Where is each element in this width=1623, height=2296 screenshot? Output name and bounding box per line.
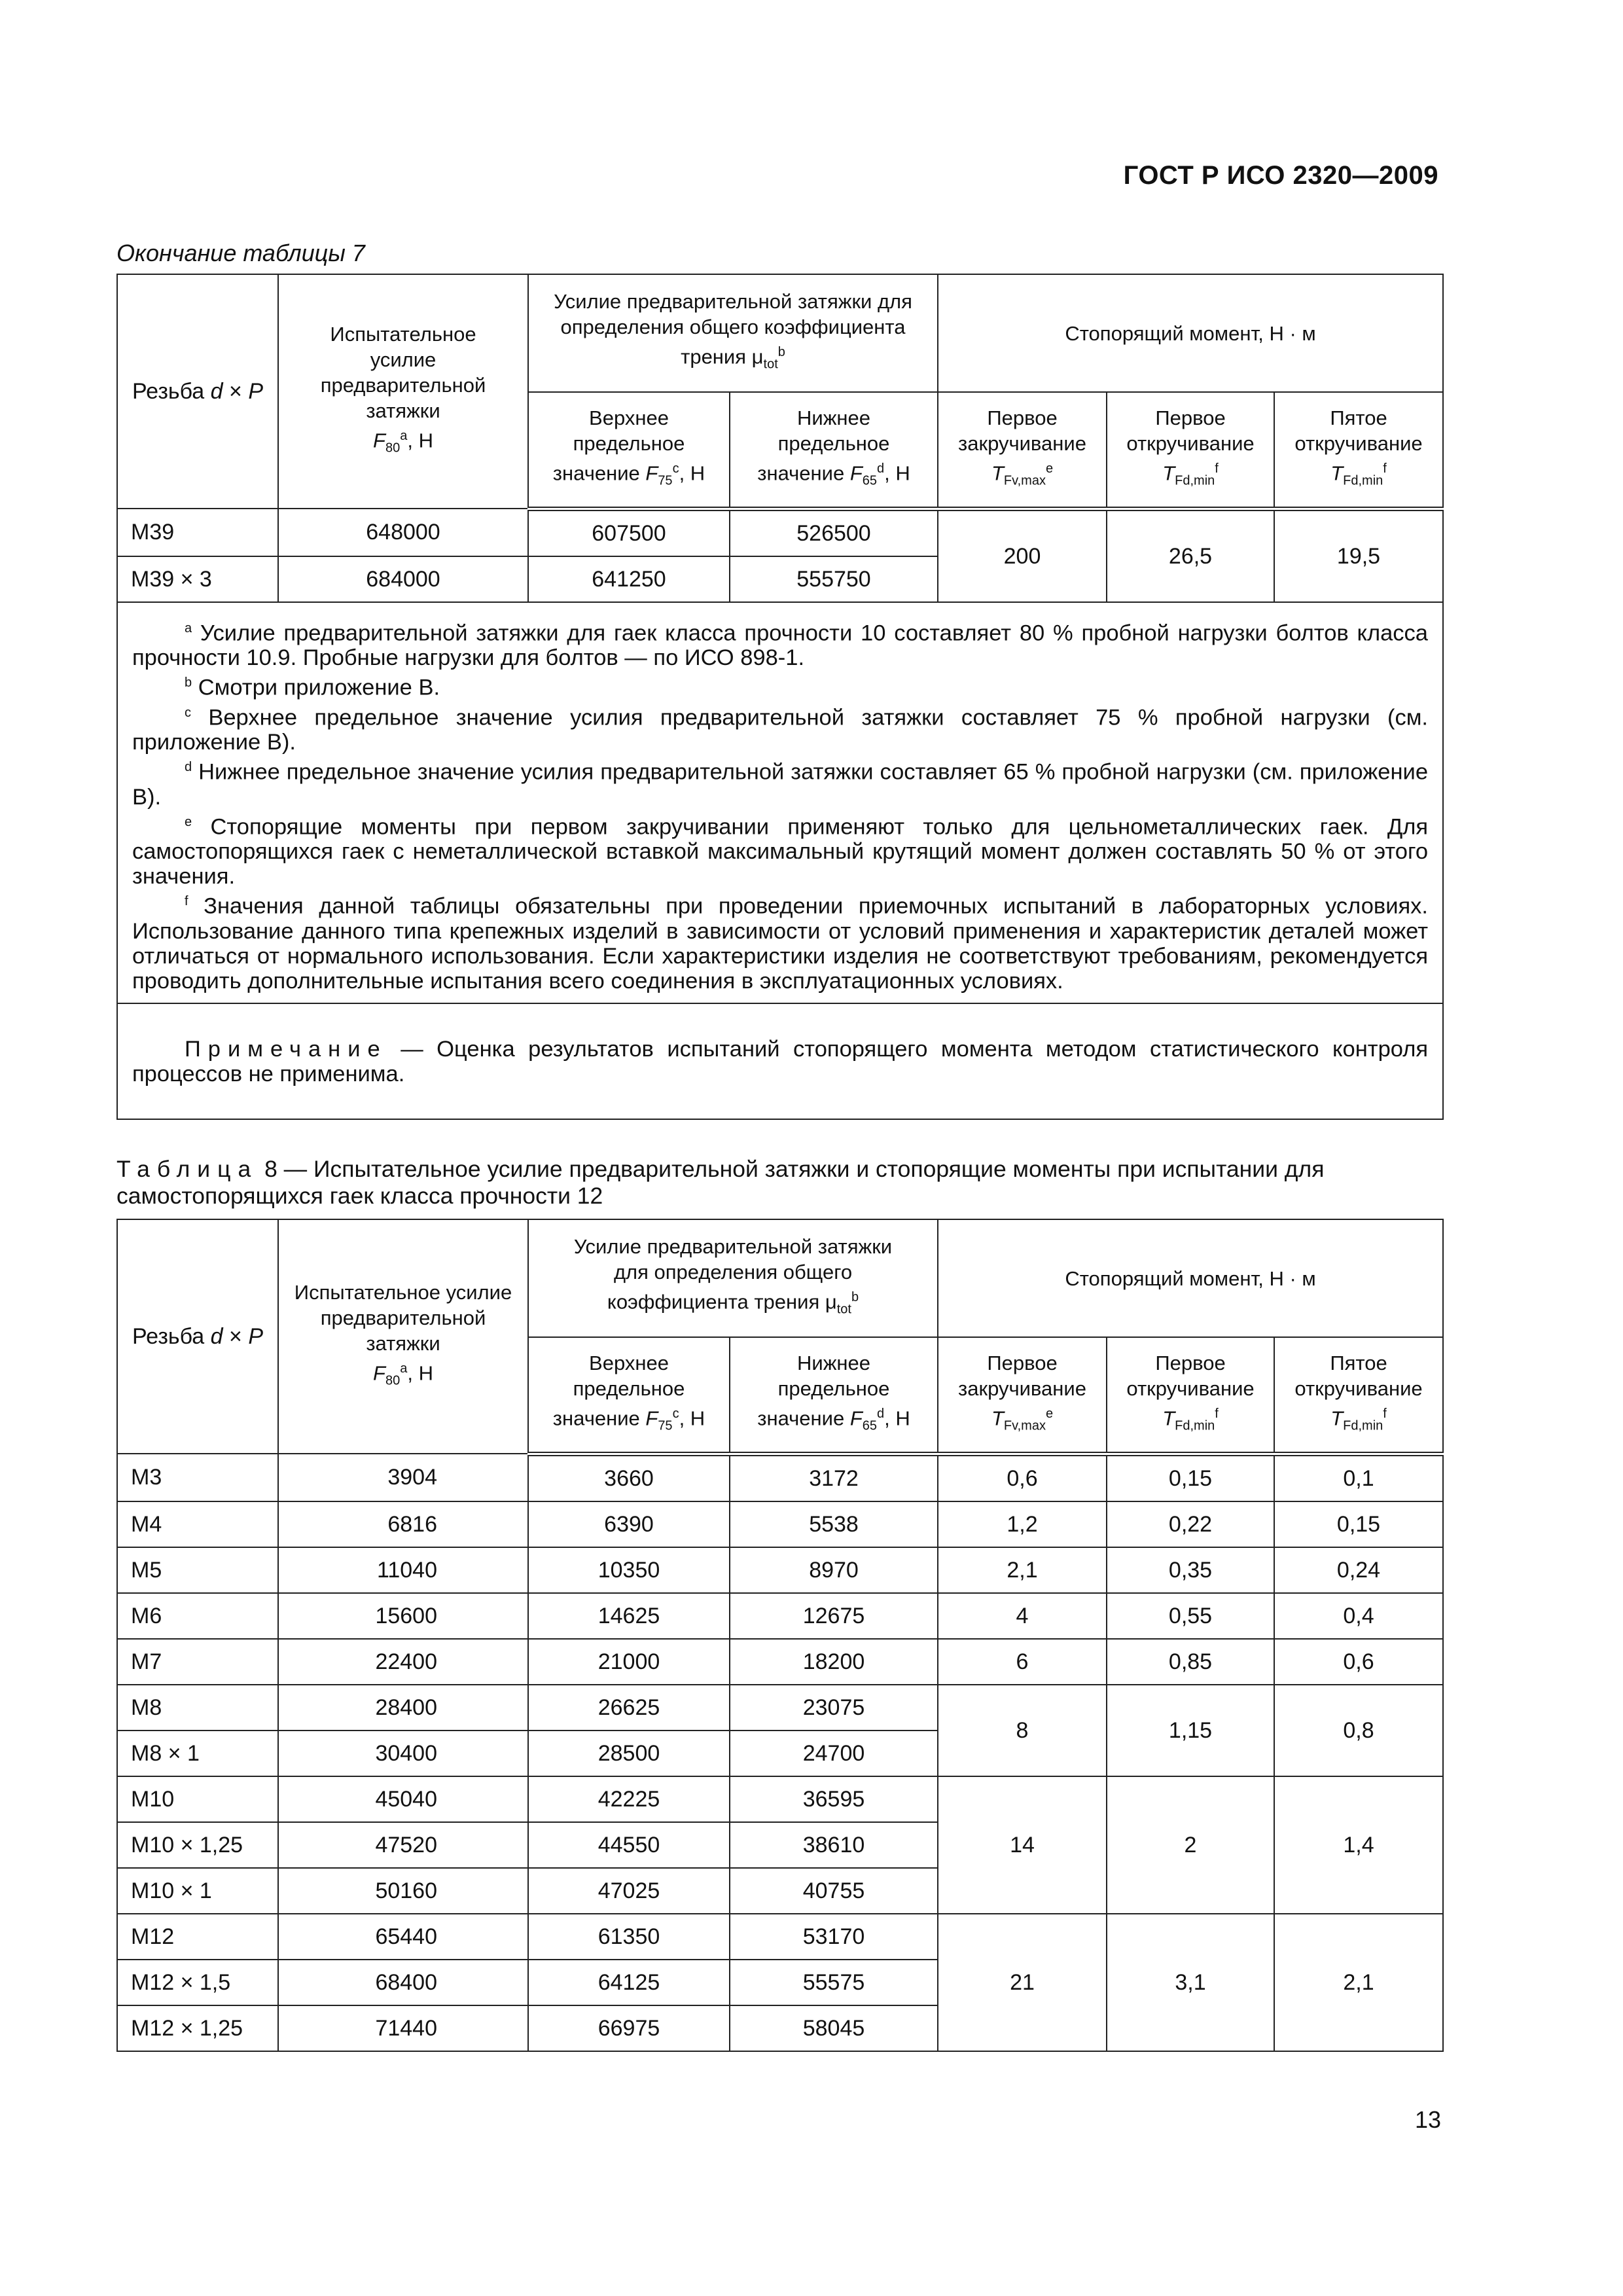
cell-first-off: 0,85 (1107, 1639, 1274, 1685)
cell-first-off: 2 (1107, 1776, 1274, 1914)
cell-proof: 22400 (278, 1639, 528, 1685)
header-first-on: Первое закручивание $T_{Fv,max}^e$ (938, 1337, 1107, 1454)
header-proof-load: Испытательное усилие предварительной затяжки $F_{80}^a$, Н (278, 274, 528, 509)
table-row (117, 1639, 1443, 1685)
header-thread: Резьба d × P (117, 274, 278, 509)
cell-thread: M6 (117, 1593, 278, 1639)
cell-upper: 42225 (528, 1776, 730, 1822)
cell-fifth-off: 0,4 (1274, 1593, 1443, 1639)
header-upper: Верхнее предельное значение $F_{75}^c$, Н (528, 392, 730, 509)
cell-fifth-off: 0,8 (1274, 1685, 1443, 1776)
cell-fifth-off: 2,1 (1274, 1914, 1443, 2051)
header-first-off: Первое откручивание $T_{Fd,min}^f$ (1107, 392, 1274, 509)
cell-lower: 8970 (730, 1547, 938, 1593)
cell-lower: 53170 (730, 1914, 938, 1960)
cell-thread: M12 × 1,5 (117, 1960, 278, 2005)
cell-upper: 61350 (528, 1914, 730, 1960)
cell-upper: 3660 (528, 1454, 730, 1501)
footnote-f: $^f$ Значения данной таблицы обязательны при проведении приемочных испытаний в лабораторных условиях. Использование данного типа крепежных изделий в зависимости от условий применения и характеристик деталей может отличаться от нормального использования. Если характеристики изделия не соответствуют требованиям, рекомендуется проводить дополнительные испытания всего соединения в эксплуатационных условиях. (132, 893, 1429, 994)
cell-upper: 6390 (528, 1501, 730, 1547)
cell-thread: M8 (117, 1685, 278, 1731)
header-preload-group: Усилие предварительной затяжки для определения общего коэффициента трения $\mu_{tot}^b$ (528, 1219, 938, 1337)
cell-proof: 30400 (278, 1731, 528, 1776)
header-lower: Нижнее предельное значение $F_{65}^d$, Н (730, 1337, 938, 1454)
table-row (117, 1547, 1443, 1593)
cell-lower: 58045 (730, 2005, 938, 2051)
cell-first-on: 1,2 (938, 1501, 1107, 1547)
cell-first-on: 4 (938, 1593, 1107, 1639)
cell-thread: M12 × 1,25 (117, 2005, 278, 2051)
cell-first-on: 0,6 (938, 1454, 1107, 1501)
cell-first-off: 1,15 (1107, 1685, 1274, 1776)
header-first-on: Первое закручивание $T_{Fv,max}^e$ (938, 392, 1107, 509)
cell-first-on: 2,1 (938, 1547, 1107, 1593)
cell-first-on: 8 (938, 1685, 1107, 1776)
cell-first-off: 0,35 (1107, 1547, 1274, 1593)
cell-first-on: 14 (938, 1776, 1107, 1914)
note-label: Примечание (185, 1037, 387, 1062)
cell-upper: 641250 (528, 556, 730, 602)
footnote-d: $^d$ Нижнее предельное значение усилия предварительной затяжки составляет 65 % пробной нагрузки (см. приложение В). (132, 759, 1429, 810)
footnotes (117, 602, 1443, 1003)
note-text: — Оценка результатов испытаний стопорящего момента методом статистического контроля процессов не применима. (132, 1037, 1429, 1086)
cell-thread: M10 × 1 (117, 1868, 278, 1914)
cell-lower: 36595 (730, 1776, 938, 1822)
cell-fifth-off: 1,4 (1274, 1776, 1443, 1914)
cell-proof: 3904 (278, 1454, 528, 1501)
cell-thread: M39 × 3 (117, 556, 278, 602)
cell-fifth-off: 0,15 (1274, 1501, 1443, 1547)
cell-lower: 12675 (730, 1593, 938, 1639)
cell-upper: 14625 (528, 1593, 730, 1639)
cell-proof: 11040 (278, 1547, 528, 1593)
footnote-e: $^e$ Стопорящие моменты при первом закручивании применяют только для цельнометаллических гаек. Для самостопорящихся гаек с неметаллической вставкой максимальный крутящий момент должен составлять 50 % от этого значения. (132, 814, 1429, 889)
cell-fifth-off: 0,1 (1274, 1454, 1443, 1501)
cell-lower: 23075 (730, 1685, 938, 1731)
table-row (117, 509, 1443, 556)
cell-lower: 38610 (730, 1822, 938, 1868)
table-8 (116, 1219, 1444, 2052)
cell-upper: 44550 (528, 1822, 730, 1868)
cell-proof: 71440 (278, 2005, 528, 2051)
cell-upper: 66975 (528, 2005, 730, 2051)
footnote-a: $^a$ Усилие предварительной затяжки для гаек класса прочности 10 составляет 80 % пробной нагрузки болтов класса прочности 10.9. Пробные нагрузки для болтов — по ИСО 898-1. (132, 620, 1428, 670)
cell-thread: M10 × 1,25 (117, 1822, 278, 1868)
cell-first-on: 6 (938, 1639, 1107, 1685)
cell-upper: 607500 (528, 509, 730, 556)
table-7 (116, 274, 1444, 1120)
table-row (117, 1776, 1443, 1822)
cell-lower: 526500 (730, 509, 938, 556)
cell-proof: 45040 (278, 1776, 528, 1822)
cell-proof: 50160 (278, 1868, 528, 1914)
cell-first-off: 26,5 (1107, 509, 1274, 602)
cell-first-on: 200 (938, 509, 1107, 602)
cell-thread: M39 (117, 509, 278, 556)
cell-fifth-off: 19,5 (1274, 509, 1443, 602)
cell-lower: 40755 (730, 1868, 938, 1914)
cell-lower: 24700 (730, 1731, 938, 1776)
cell-thread: M7 (117, 1639, 278, 1685)
footnote-b: $^b$ Смотри приложение В. (185, 675, 440, 700)
page-number: 13 (1414, 2106, 1441, 2133)
cell-lower: 3172 (730, 1454, 938, 1501)
cell-thread: M8 × 1 (117, 1731, 278, 1776)
cell-upper: 10350 (528, 1547, 730, 1593)
header-first-off: Первое откручивание $T_{Fd,min}^f$ (1107, 1337, 1274, 1454)
cell-first-on: 21 (938, 1914, 1107, 2051)
header-upper: Верхнее предельное значение $F_{75}^c$, Н (528, 1337, 730, 1454)
cell-proof: 15600 (278, 1593, 528, 1639)
table-row (117, 1593, 1443, 1639)
cell-proof: 47520 (278, 1822, 528, 1868)
cell-first-off: 0,55 (1107, 1593, 1274, 1639)
header-preload-group: Усилие предварительной затяжки для определения общего коэффициента трения $\mu_{tot}^b$ (528, 274, 938, 392)
cell-fifth-off: 0,6 (1274, 1639, 1443, 1685)
cell-lower: 555750 (730, 556, 938, 602)
cell-proof: 6816 (278, 1501, 528, 1547)
header-torque-group: Стопорящий момент, Н · м (938, 1219, 1443, 1337)
table-row (117, 1501, 1443, 1547)
cell-first-off: 0,15 (1107, 1454, 1274, 1501)
standard-designation: ГОСТ Р ИСО 2320—2009 (1123, 161, 1438, 190)
cell-upper: 28500 (528, 1731, 730, 1776)
header-lower: Нижнее предельное значение $F_{65}^d$, Н (730, 392, 938, 509)
header-thread: Резьба d × P (117, 1219, 278, 1454)
cell-first-off: 0,22 (1107, 1501, 1274, 1547)
table-row (117, 1914, 1443, 1960)
table-8-caption: Таблица 8 — Испытательное усилие предварительной затяжки и стопорящие моменты при испытании для самостопорящихся гаек класса прочности 12 (116, 1156, 1325, 1209)
header-proof-load: Испытательное усилие предварительной затяжки $F_{80}^a$, Н (278, 1219, 528, 1454)
table-continuation-label: Окончание таблицы 7 (116, 240, 365, 266)
cell-upper: 26625 (528, 1685, 730, 1731)
cell-upper: 21000 (528, 1639, 730, 1685)
table-row (117, 1685, 1443, 1731)
cell-thread: M5 (117, 1547, 278, 1593)
cell-thread: M3 (117, 1454, 278, 1501)
footnote-c: $^c$ Верхнее предельное значение усилия предварительной затяжки составляет 75 % пробной нагрузки (см. приложение В). (132, 705, 1429, 755)
cell-thread: M10 (117, 1776, 278, 1822)
cell-fifth-off: 0,24 (1274, 1547, 1443, 1593)
cell-upper: 47025 (528, 1868, 730, 1914)
cell-lower: 55575 (730, 1960, 938, 2005)
cell-proof: 648000 (278, 509, 528, 556)
cell-lower: 5538 (730, 1501, 938, 1547)
cell-proof: 28400 (278, 1685, 528, 1731)
cell-thread: M4 (117, 1501, 278, 1547)
cell-proof: 684000 (278, 556, 528, 602)
cell-lower: 18200 (730, 1639, 938, 1685)
cell-thread: M12 (117, 1914, 278, 1960)
header-fifth-off: Пятое откручивание $T_{Fd,min}^f$ (1274, 392, 1443, 509)
header-torque-group: Стопорящий момент, Н · м (938, 274, 1443, 392)
table-note (117, 1003, 1443, 1119)
cell-proof: 68400 (278, 1960, 528, 2005)
header-fifth-off: Пятое откручивание $T_{Fd,min}^f$ (1274, 1337, 1443, 1454)
cell-proof: 65440 (278, 1914, 528, 1960)
cell-first-off: 3,1 (1107, 1914, 1274, 2051)
cell-upper: 64125 (528, 1960, 730, 2005)
table-row (117, 1454, 1443, 1501)
